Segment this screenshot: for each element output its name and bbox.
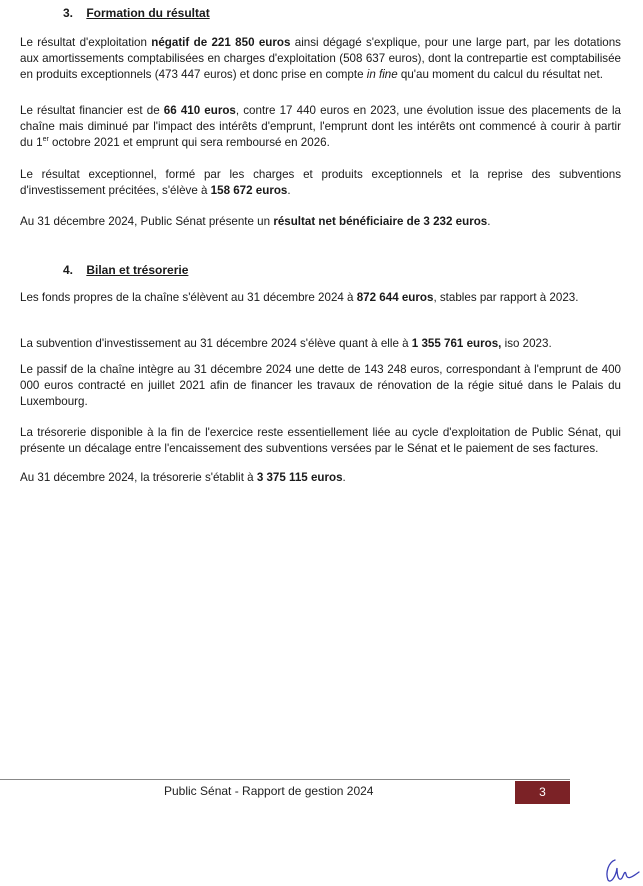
text: Le résultat financier est de — [20, 104, 164, 117]
text: Le résultat exceptionnel, formé par les charges et produits exceptionnels et la reprise des subventions d'investissement précitées, s'élève à — [20, 168, 621, 197]
text: Le passif de la chaîne intègre au 31 décembre 2024 une dette de 143 248 euros, correspondant à l'emprunt de 400 000 euros contracté en juillet 2021 afin de financer les travaux de rénovation de la régie situé dans le Palais du Luxembourg. — [20, 363, 621, 408]
paragraph-resultat-net — [20, 214, 621, 230]
bold-text: résultat net bénéficiaire de 3 232 euros — [273, 215, 488, 228]
text: octobre 2021 et emprunt qui sera remboursé en 2026. — [48, 136, 330, 149]
paragraph-resultat-financier — [20, 103, 621, 151]
text: Au 31 décembre 2024, la trésorerie s'établit à — [20, 471, 257, 484]
text: , stables par rapport à 2023. — [433, 291, 579, 304]
text: . — [487, 215, 491, 228]
signature-initials-icon — [603, 856, 641, 886]
bold-text: 66 410 euros — [163, 104, 236, 117]
bold-text: 3 375 115 euros — [256, 471, 343, 484]
paragraph-fonds-propres — [20, 290, 621, 306]
section-3-heading — [63, 6, 210, 20]
text: ainsi dégagé s'explique, pour une large part, par les dotations aux amortissements comptabilisées en charges d'exploitation (508 637 euros), dont la contrepartie est comptabilisée en produits exceptionnels (473 447 euros) et donc prise en compte — [20, 36, 621, 81]
section-title: Formation du résultat — [86, 6, 210, 20]
bold-text: 872 644 euros — [356, 291, 434, 304]
italic-text: in fine — [366, 68, 398, 81]
paragraph-resultat-exceptionnel — [20, 167, 621, 199]
paragraph-passif — [20, 362, 621, 410]
section-number: 4. — [63, 263, 74, 277]
footer-title: Public Sénat - Rapport de gestion 2024 — [164, 784, 374, 798]
paragraph-tresorerie — [20, 425, 621, 457]
paragraph-subvention — [20, 336, 621, 352]
text: . — [342, 471, 346, 484]
paragraph-resultat-exploitation — [20, 35, 621, 83]
text: La subvention d'investissement au 31 décembre 2024 s'élève quant à elle à — [20, 337, 412, 350]
section-number: 3. — [63, 6, 74, 20]
bold-text: 1 355 761 euros, — [411, 337, 502, 350]
text: . — [287, 184, 291, 197]
text: Au 31 décembre 2024, Public Sénat présente un — [20, 215, 274, 228]
superscript: er — [42, 136, 49, 144]
text: Le résultat d'exploitation — [20, 36, 152, 49]
paragraph-tresorerie-montant — [20, 470, 621, 486]
section-title: Bilan et trésorerie — [86, 263, 189, 277]
text: qu'au moment du calcul du résultat net. — [397, 68, 603, 81]
section-4-heading — [63, 263, 188, 277]
bold-text: 158 672 euros — [210, 184, 288, 197]
text: iso 2023. — [501, 337, 552, 350]
bold-text: négatif de 221 850 euros — [151, 36, 291, 49]
text: Les fonds propres de la chaîne s'élèvent au 31 décembre 2024 à — [20, 291, 357, 304]
text: , contre 17 440 euros en 2023, une évolution issue des placements de la chaîne mais diminué par l'impact des intérêts d'emprunt, l'emprunt dont les intérêts ont commencé à courir à partir du 1 — [20, 104, 621, 149]
footer-divider — [0, 779, 570, 780]
page-number: 3 — [515, 781, 570, 804]
text: La trésorerie disponible à la fin de l'exercice reste essentiellement liée au cycle d'exploitation de Public Sénat, qui présente un décalage entre l'encaissement des subventions versées par le Sénat et le paiement de ses factures. — [20, 426, 621, 455]
